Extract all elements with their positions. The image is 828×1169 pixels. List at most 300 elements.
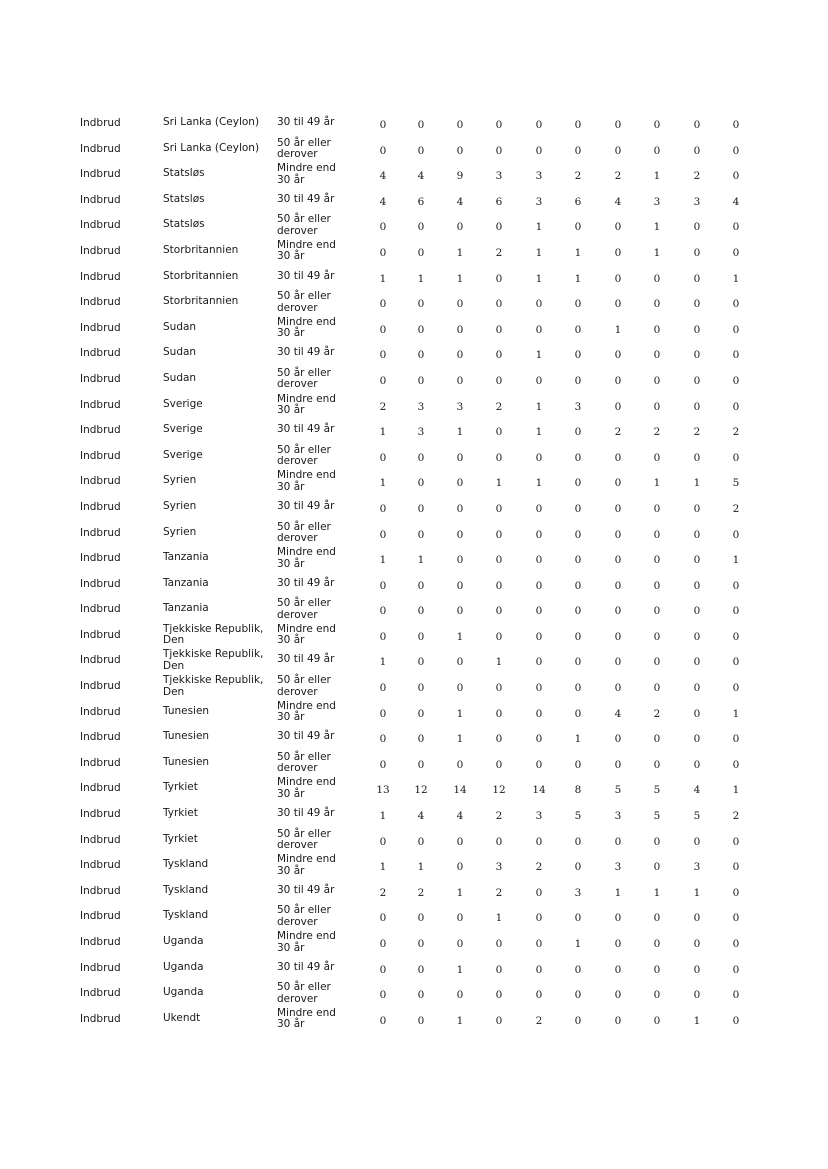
value-cell: 0: [614, 502, 622, 515]
table-row: [0, 520, 828, 549]
value-cell: 1: [456, 707, 464, 720]
value-cell: 5: [614, 784, 622, 797]
value-cell: 0: [495, 451, 503, 464]
age-group-cell: Mindre end 30 år: [277, 699, 336, 724]
value-cell: 0: [456, 682, 464, 695]
value-cell: 0: [495, 349, 503, 362]
value-cell: 1: [379, 810, 387, 823]
value-cell: 3: [614, 810, 622, 823]
value-cell: 0: [417, 502, 425, 515]
value-cell: 6: [574, 195, 582, 208]
value-cell: 0: [456, 323, 464, 336]
value-cell: 0: [535, 528, 543, 541]
value-cell: 0: [574, 605, 582, 618]
value-cell: 1: [535, 221, 543, 234]
value-cell: 0: [614, 144, 622, 157]
value-cell: 0: [574, 374, 582, 387]
country-cell: Statsløs: [163, 192, 205, 205]
value-cell: 1: [614, 886, 622, 899]
age-group-cell: 30 til 49 år: [277, 960, 335, 973]
value-cell: 0: [417, 374, 425, 387]
table-row: [0, 983, 828, 1009]
crime-type-cell: Indbrud: [80, 270, 121, 283]
crime-type-cell: Indbrud: [80, 117, 121, 129]
value-cell: 0: [653, 938, 661, 950]
value-cell: 0: [693, 502, 701, 515]
value-cell: 0: [614, 374, 622, 387]
value-cell: 0: [417, 298, 425, 311]
value-cell: 0: [732, 886, 740, 899]
table-row: [0, 1006, 828, 1035]
value-cell: 2: [693, 170, 701, 183]
age-group-cell: 30 til 49 år: [277, 730, 335, 743]
crime-type-cell: Indbrud: [80, 808, 121, 821]
country-cell: Tjekkiske Republik, Den: [163, 674, 264, 698]
country-cell: Tyskland: [163, 883, 209, 896]
value-cell: 0: [732, 912, 740, 925]
value-cell: 1: [456, 886, 464, 899]
value-cell: 3: [693, 195, 701, 208]
table-row: [0, 650, 828, 676]
country-cell: Tunesien: [163, 755, 210, 768]
value-cell: 0: [379, 323, 387, 336]
value-cell: 0: [535, 119, 543, 131]
value-cell: 1: [379, 426, 387, 439]
value-cell: 1: [417, 272, 425, 285]
value-cell: 4: [379, 195, 387, 208]
value-cell: 1: [732, 272, 740, 285]
value-cell: 0: [693, 963, 701, 976]
country-cell: Storbritannien: [163, 295, 239, 308]
country-cell: Tyrkiet: [163, 781, 198, 794]
value-cell: 1: [456, 246, 464, 259]
table-row: [0, 727, 828, 753]
age-group-cell: Mindre end 30 år: [277, 622, 336, 647]
value-cell: 0: [693, 349, 701, 362]
value-cell: 0: [653, 758, 661, 771]
value-cell: 2: [574, 170, 582, 183]
value-cell: 0: [614, 733, 622, 746]
value-cell: 0: [456, 144, 464, 157]
value-cell: 0: [379, 119, 387, 131]
value-cell: 0: [417, 758, 425, 771]
value-cell: 0: [732, 579, 740, 592]
value-cell: 0: [653, 656, 661, 669]
value-cell: 0: [417, 1014, 425, 1027]
value-cell: 0: [379, 989, 387, 1002]
age-group-cell: Mindre end 30 år: [277, 238, 336, 263]
country-cell: Tyrkiet: [163, 832, 198, 845]
value-cell: 0: [417, 733, 425, 746]
value-cell: 0: [495, 374, 503, 387]
value-cell: 0: [379, 707, 387, 720]
value-cell: 0: [732, 323, 740, 336]
value-cell: 1: [693, 477, 701, 490]
value-cell: 0: [417, 963, 425, 976]
value-cell: 0: [653, 451, 661, 464]
value-cell: 6: [417, 195, 425, 208]
value-cell: 0: [732, 861, 740, 874]
value-cell: 2: [614, 426, 622, 439]
value-cell: 0: [417, 707, 425, 720]
country-cell: Sverige: [163, 397, 203, 410]
value-cell: 0: [535, 963, 543, 976]
table-row: [0, 113, 828, 139]
value-cell: 0: [574, 682, 582, 695]
value-cell: 0: [653, 554, 661, 567]
value-cell: 0: [653, 272, 661, 285]
value-cell: 0: [456, 579, 464, 592]
value-cell: 0: [693, 272, 701, 285]
value-cell: 5: [693, 810, 701, 823]
value-cell: 0: [653, 1014, 661, 1027]
value-cell: 0: [732, 144, 740, 157]
value-cell: 0: [653, 733, 661, 746]
value-cell: 0: [574, 963, 582, 976]
value-cell: 1: [693, 1014, 701, 1027]
value-cell: 1: [614, 323, 622, 336]
value-cell: 0: [535, 989, 543, 1002]
value-cell: 0: [574, 323, 582, 336]
value-cell: 0: [495, 579, 503, 592]
value-cell: 0: [417, 477, 425, 490]
value-cell: 0: [732, 1014, 740, 1027]
value-cell: 0: [379, 349, 387, 362]
value-cell: 4: [456, 810, 464, 823]
crime-type-cell: Indbrud: [80, 680, 121, 693]
value-cell: 3: [653, 195, 661, 208]
value-cell: 0: [535, 579, 543, 592]
value-cell: 0: [417, 835, 425, 848]
value-cell: 0: [653, 579, 661, 592]
value-cell: 0: [614, 477, 622, 490]
value-cell: 3: [417, 400, 425, 413]
value-cell: 5: [653, 784, 661, 797]
value-cell: 0: [417, 579, 425, 592]
value-cell: 0: [732, 682, 740, 695]
age-group-cell: 30 til 49 år: [277, 116, 335, 128]
table-row: [0, 699, 828, 728]
value-cell: 1: [456, 733, 464, 746]
value-cell: 0: [535, 682, 543, 695]
age-group-cell: 50 år eller derover: [277, 213, 331, 237]
crime-type-cell: Indbrud: [80, 424, 121, 437]
value-cell: 0: [456, 758, 464, 771]
value-cell: 0: [495, 272, 503, 285]
value-cell: 0: [574, 477, 582, 490]
value-cell: 4: [614, 195, 622, 208]
value-cell: 0: [732, 400, 740, 413]
value-cell: 0: [495, 323, 503, 336]
value-cell: 13: [376, 784, 390, 797]
table-row: [0, 622, 828, 651]
value-cell: 4: [693, 784, 701, 797]
age-group-cell: 50 år eller derover: [277, 827, 331, 852]
value-cell: 0: [732, 170, 740, 183]
crime-type-cell: Indbrud: [80, 833, 121, 846]
value-cell: 2: [732, 810, 740, 823]
value-cell: 2: [732, 426, 740, 439]
value-cell: 0: [574, 451, 582, 464]
value-cell: 0: [417, 323, 425, 336]
value-cell: 1: [495, 912, 503, 925]
value-cell: 2: [495, 810, 503, 823]
value-cell: 0: [379, 1014, 387, 1027]
table-row: [0, 548, 828, 574]
age-group-cell: 50 år eller derover: [277, 597, 331, 621]
crime-type-cell: Indbrud: [80, 500, 121, 513]
value-cell: 0: [732, 528, 740, 541]
country-cell: Syrien: [163, 525, 197, 538]
value-cell: 0: [693, 400, 701, 413]
value-cell: 3: [574, 400, 582, 413]
table-row: [0, 676, 828, 702]
value-cell: 0: [456, 861, 464, 874]
country-cell: Syrien: [163, 474, 197, 487]
value-cell: 0: [693, 246, 701, 259]
value-cell: 0: [379, 630, 387, 643]
crime-type-cell: Indbrud: [80, 193, 121, 206]
country-cell: Tunesien: [163, 730, 210, 743]
value-cell: 0: [653, 502, 661, 515]
value-cell: 0: [574, 119, 582, 131]
value-cell: 4: [614, 707, 622, 720]
value-cell: 1: [732, 707, 740, 720]
value-cell: 0: [614, 963, 622, 976]
value-cell: 0: [495, 554, 503, 567]
value-cell: 0: [693, 323, 701, 336]
value-cell: 0: [732, 963, 740, 976]
value-cell: 0: [614, 528, 622, 541]
value-cell: 0: [574, 221, 582, 234]
value-cell: 0: [417, 682, 425, 695]
crime-type-cell: Indbrud: [80, 782, 121, 795]
value-cell: 0: [732, 298, 740, 311]
value-cell: 6: [495, 195, 503, 208]
table-row: [0, 958, 828, 984]
value-cell: 3: [614, 861, 622, 874]
value-cell: 0: [456, 374, 464, 387]
value-cell: 2: [495, 246, 503, 259]
value-cell: 0: [693, 605, 701, 618]
value-cell: 1: [495, 477, 503, 490]
value-cell: 0: [535, 502, 543, 515]
value-cell: 1: [535, 426, 543, 439]
value-cell: 0: [495, 221, 503, 234]
value-cell: 1: [732, 554, 740, 567]
value-cell: 1: [456, 426, 464, 439]
value-cell: 0: [693, 579, 701, 592]
value-cell: 0: [732, 451, 740, 464]
table-row: [0, 136, 828, 165]
country-cell: Syrien: [163, 499, 197, 512]
value-cell: 0: [535, 835, 543, 848]
crime-type-cell: Indbrud: [80, 910, 121, 923]
value-cell: 0: [456, 451, 464, 464]
country-cell: Uganda: [163, 986, 204, 999]
table-row: [0, 366, 828, 395]
crime-type-cell: Indbrud: [80, 628, 121, 641]
value-cell: 1: [653, 886, 661, 899]
value-cell: 0: [732, 630, 740, 643]
value-cell: 0: [693, 989, 701, 1002]
age-group-cell: 30 til 49 år: [277, 346, 335, 359]
crime-type-cell: Indbrud: [80, 526, 121, 539]
value-cell: 0: [417, 144, 425, 157]
value-cell: 0: [535, 451, 543, 464]
value-cell: 1: [574, 938, 582, 950]
value-cell: 0: [456, 835, 464, 848]
crime-type-cell: Indbrud: [80, 654, 121, 667]
value-cell: 0: [379, 758, 387, 771]
age-group-cell: Mindre end 30 år: [277, 392, 336, 417]
crime-type-cell: Indbrud: [80, 859, 121, 872]
value-cell: 0: [574, 144, 582, 157]
value-cell: 0: [495, 733, 503, 746]
value-cell: 4: [417, 810, 425, 823]
value-cell: 0: [614, 656, 622, 669]
age-group-cell: 50 år eller derover: [277, 290, 331, 314]
value-cell: 0: [417, 656, 425, 669]
crime-type-cell: Indbrud: [80, 296, 121, 309]
crime-type-cell: Indbrud: [80, 244, 121, 257]
value-cell: 0: [456, 912, 464, 925]
value-cell: 3: [495, 170, 503, 183]
value-cell: 2: [535, 1014, 543, 1027]
country-cell: Tyskland: [163, 909, 209, 922]
value-cell: 0: [535, 630, 543, 643]
value-cell: 0: [693, 630, 701, 643]
value-cell: 0: [379, 374, 387, 387]
value-cell: 0: [574, 630, 582, 643]
value-cell: 0: [614, 989, 622, 1002]
value-cell: 0: [379, 963, 387, 976]
value-cell: 0: [379, 298, 387, 311]
value-cell: 0: [574, 912, 582, 925]
value-cell: 0: [614, 554, 622, 567]
value-cell: 0: [653, 528, 661, 541]
value-cell: 0: [574, 298, 582, 311]
value-cell: 0: [614, 246, 622, 259]
value-cell: 0: [574, 1014, 582, 1027]
value-cell: 0: [417, 989, 425, 1002]
value-cell: 0: [495, 502, 503, 515]
country-cell: Sudan: [163, 371, 197, 384]
value-cell: 0: [653, 374, 661, 387]
value-cell: 0: [732, 656, 740, 669]
table-row: [0, 392, 828, 421]
age-group-cell: Mindre end 30 år: [277, 930, 336, 954]
crime-type-cell: Indbrud: [80, 987, 121, 1000]
value-cell: 0: [379, 246, 387, 259]
value-cell: 0: [653, 989, 661, 1002]
crime-type-cell: Indbrud: [80, 884, 121, 897]
value-cell: 0: [456, 656, 464, 669]
value-cell: 1: [574, 733, 582, 746]
crime-type-cell: Indbrud: [80, 577, 121, 590]
value-cell: 0: [495, 144, 503, 157]
value-cell: 0: [379, 451, 387, 464]
value-cell: 0: [379, 733, 387, 746]
table-row: [0, 827, 828, 856]
value-cell: 4: [732, 195, 740, 208]
age-group-cell: Mindre end 30 år: [277, 162, 336, 186]
value-cell: 4: [379, 170, 387, 183]
value-cell: 0: [535, 912, 543, 925]
crime-type-cell: Indbrud: [80, 936, 121, 948]
value-cell: 0: [653, 349, 661, 362]
crime-type-cell: Indbrud: [80, 1012, 121, 1025]
value-cell: 0: [535, 554, 543, 567]
value-cell: 0: [732, 835, 740, 848]
value-cell: 0: [653, 144, 661, 157]
value-cell: 0: [574, 989, 582, 1002]
value-cell: 0: [653, 912, 661, 925]
value-cell: 0: [456, 119, 464, 131]
value-cell: 0: [614, 912, 622, 925]
value-cell: 0: [495, 758, 503, 771]
value-cell: 0: [653, 835, 661, 848]
age-group-cell: Mindre end 30 år: [277, 469, 336, 493]
country-cell: Sri Lanka (Ceylon): [163, 116, 260, 128]
value-cell: 0: [614, 682, 622, 695]
country-cell: Statsløs: [163, 218, 205, 231]
value-cell: 0: [535, 886, 543, 899]
value-cell: 0: [614, 400, 622, 413]
value-cell: 0: [574, 835, 582, 848]
value-cell: 0: [535, 144, 543, 157]
table-row: [0, 497, 828, 523]
value-cell: 1: [732, 784, 740, 797]
value-cell: 0: [495, 605, 503, 618]
value-cell: 0: [614, 349, 622, 362]
age-group-cell: 30 til 49 år: [277, 883, 335, 896]
value-cell: 1: [535, 246, 543, 259]
crime-type-cell: Indbrud: [80, 552, 121, 565]
value-cell: 0: [495, 707, 503, 720]
table-row: [0, 315, 828, 344]
value-cell: 2: [653, 707, 661, 720]
table-row: [0, 574, 828, 600]
country-cell: Tjekkiske Republik, Den: [163, 648, 264, 672]
value-cell: 1: [535, 272, 543, 285]
value-cell: 2: [693, 426, 701, 439]
table-row: [0, 292, 828, 318]
age-group-cell: Mindre end 30 år: [277, 315, 336, 340]
value-cell: 0: [495, 835, 503, 848]
crime-type-cell: Indbrud: [80, 756, 121, 769]
table-row: [0, 471, 828, 497]
value-cell: 0: [574, 579, 582, 592]
value-cell: 0: [456, 605, 464, 618]
table-row: [0, 215, 828, 241]
country-cell: Sudan: [163, 320, 197, 333]
value-cell: 3: [495, 861, 503, 874]
value-cell: 0: [379, 144, 387, 157]
value-cell: 0: [574, 554, 582, 567]
value-cell: 0: [495, 989, 503, 1002]
value-cell: 0: [732, 733, 740, 746]
table-row: [0, 906, 828, 932]
value-cell: 0: [535, 374, 543, 387]
value-cell: 0: [535, 323, 543, 336]
crime-type-cell: Indbrud: [80, 398, 121, 411]
value-cell: 0: [456, 989, 464, 1002]
value-cell: 0: [535, 656, 543, 669]
value-cell: 0: [456, 298, 464, 311]
value-cell: 1: [379, 554, 387, 567]
value-cell: 0: [693, 758, 701, 771]
